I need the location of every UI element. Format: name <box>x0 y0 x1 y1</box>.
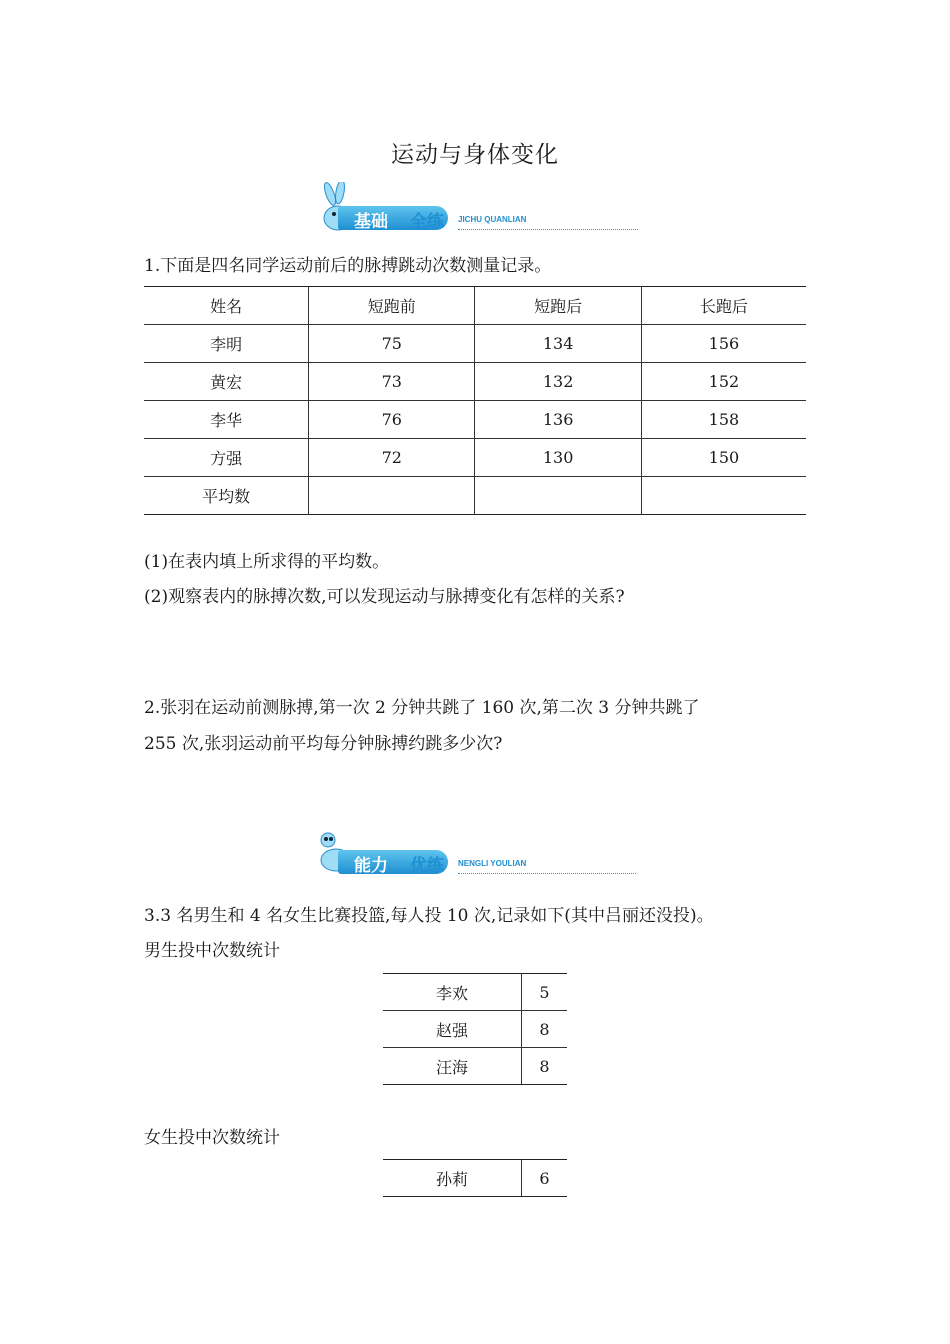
average-answer-cell[interactable] <box>475 477 641 515</box>
question-2-line-2: 255 次,张羽运动前平均每分钟脉搏约跳多少次? <box>144 734 503 754</box>
table-cell: 黄宏 <box>144 363 309 401</box>
table-row <box>383 1048 567 1085</box>
table-header-cell: 短跑后 <box>475 287 641 325</box>
boys-score-table <box>383 973 567 1085</box>
question-1-text: 1.下面是四名同学运动前后的脉搏跳动次数测量记录。 <box>144 256 552 276</box>
banner-label-b: 全练 <box>410 212 444 232</box>
table-header-cell: 姓名 <box>210 297 243 316</box>
table-cell: 8 <box>521 1048 567 1085</box>
table-row <box>144 401 806 439</box>
table-cell: 73 <box>309 363 475 401</box>
table-cell: 134 <box>475 325 641 363</box>
table-cell: 72 <box>309 439 475 477</box>
table-cell: 6 <box>521 1160 567 1197</box>
table-cell: 8 <box>521 1011 567 1048</box>
table-cell: 李欢 <box>435 983 468 1003</box>
table-cell: 平均数 <box>144 477 309 515</box>
table-cell: 赵强 <box>383 1011 521 1048</box>
page-title: 运动与身体变化 <box>391 142 559 168</box>
table-header-cell: 长跑后 <box>641 287 806 325</box>
girls-caption: 女生投中次数统计 <box>144 1128 280 1148</box>
table-row <box>383 1011 567 1048</box>
question-1-sub-2: (2)观察表内的脉搏次数,可以发现运动与脉搏变化有怎样的关系? <box>144 587 625 607</box>
girls-score-table <box>383 1159 567 1197</box>
table-row <box>144 439 806 477</box>
table-cell: 132 <box>475 363 641 401</box>
table-cell: 150 <box>641 439 806 477</box>
banner-label-b: 优练 <box>410 856 444 876</box>
question-1-sub-1: (1)在表内填上所求得的平均数。 <box>144 552 390 572</box>
question-3-text: 3.3 名男生和 4 名女生比赛投篮,每人投 10 次,记录如下(其中吕丽还没投)。 <box>144 906 714 926</box>
table-row <box>383 974 567 1011</box>
banner-pinyin: JICHU QUANLIAN <box>458 215 527 224</box>
table-row <box>144 325 806 363</box>
boys-caption: 男生投中次数统计 <box>144 941 280 961</box>
table-cell: 汪海 <box>383 1048 521 1085</box>
table-header-row <box>144 287 806 325</box>
table-cell: 李华 <box>144 401 309 439</box>
table-cell: 156 <box>641 325 806 363</box>
average-answer-cell[interactable] <box>309 477 475 515</box>
banner-pinyin: NENGLI YOULIAN <box>458 859 527 868</box>
table-cell: 158 <box>641 401 806 439</box>
table-row-average <box>144 477 806 515</box>
banner-label-a: 能力 <box>354 856 388 876</box>
table-row <box>383 1160 567 1197</box>
table-row <box>144 363 806 401</box>
question-2-line-1: 2.张羽在运动前测脉搏,第一次 2 分钟共跳了 160 次,第二次 3 分钟共跳了 <box>144 698 700 718</box>
average-answer-cell[interactable] <box>641 477 806 515</box>
table-cell: 76 <box>309 401 475 439</box>
table-cell: 136 <box>475 401 641 439</box>
banner-label-a: 基础 <box>354 212 388 232</box>
table-cell: 李明 <box>144 325 309 363</box>
section-banner-ability <box>310 826 650 882</box>
pulse-table <box>144 286 806 515</box>
table-cell: 方强 <box>144 439 309 477</box>
table-cell: 孙莉 <box>435 1169 468 1189</box>
table-cell: 152 <box>641 363 806 401</box>
table-cell: 5 <box>521 974 567 1011</box>
table-cell: 130 <box>475 439 641 477</box>
section-banner-basic <box>310 182 650 238</box>
table-cell: 75 <box>309 325 475 363</box>
table-header-cell: 短跑前 <box>309 287 475 325</box>
